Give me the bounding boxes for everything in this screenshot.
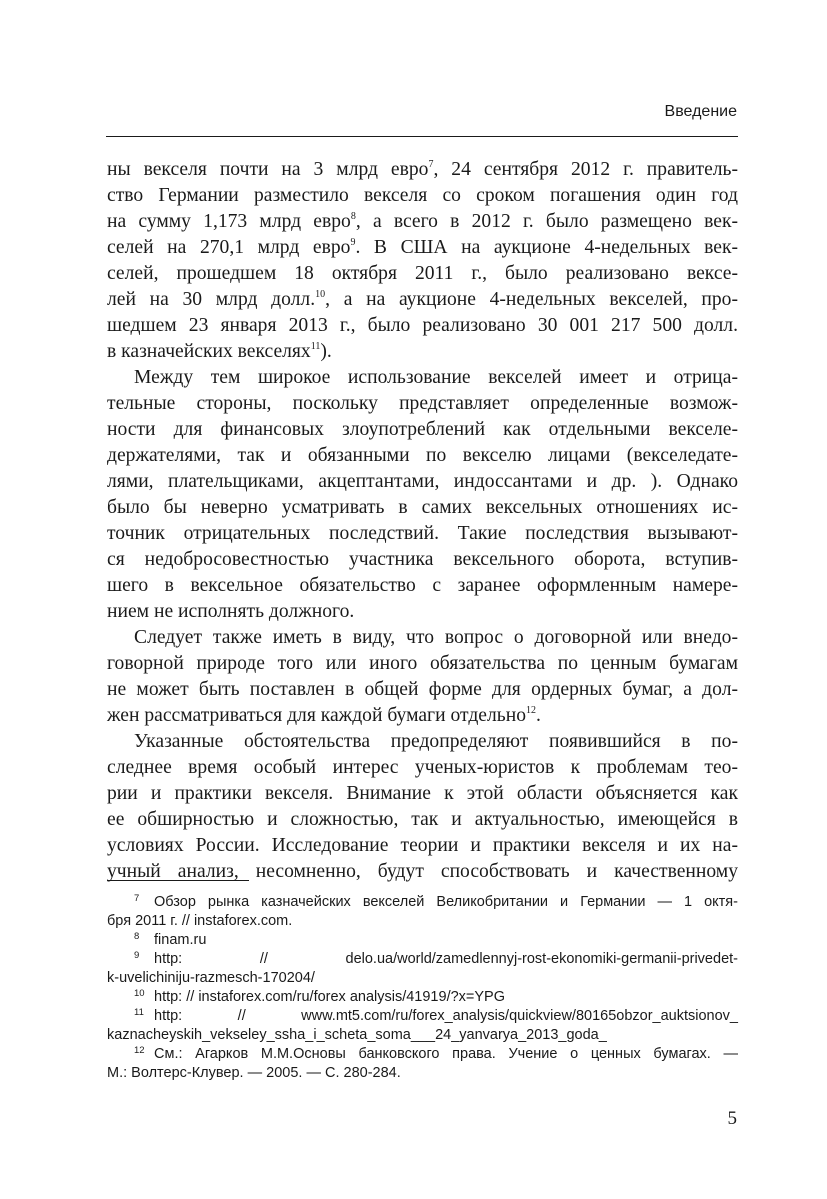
text-line: селей на 270,1 млрд евро$^9$. В США на аукционе 4-недельных век- [107, 237, 738, 258]
text-line: ство Германии разместило векселя со сроком погашения один год [107, 185, 738, 206]
footnote-ref[interactable]: 11 [310, 341, 321, 352]
footnote-link[interactable]: http: // instaforex.com/ru/forex analysis/41919/?x=YPG [154, 989, 505, 1005]
text-line: условиях России. Исследование теории и практики векселя и их на- [107, 835, 738, 856]
footnote-ref[interactable]: 12 [526, 705, 536, 716]
text-line: говорной природе того или иного обязательства по ценным бумагам [107, 653, 738, 674]
text-line: тельные стороны, поскольку представляет определенные возмож- [107, 393, 738, 414]
footnote-line: 12 См.: Агарков М.М.Основы банковского права. Учение о ценных бумагах. — [134, 1045, 738, 1062]
footnote-line: k-uvelichiniju-razmesch-170204/ [107, 970, 315, 986]
footnote-ref[interactable]: 7 [428, 159, 434, 170]
text-line: нием не исполнять должного. [107, 601, 355, 622]
text-line: шедшем 23 января 2013 г., было реализовано 30 001 217 500 долл. [107, 315, 738, 336]
footnote-line: М.: Волтерс-Клувер. — 2005. — С. 280-284. [107, 1065, 401, 1081]
text-line: в казначейских векселях$^{11}$). [107, 341, 332, 362]
text-line: учный анализ, несомненно, будут способствовать и качественному [107, 861, 738, 882]
footnote-line: 11 http: // www.mt5.com/ru/forex_analysis/quickview/80165obzor_auktsionov_ [134, 1007, 738, 1024]
footnote-link[interactable]: http: // delo.ua/world/zamedlennyj-rost-ekonomiki-germanii-privedet- [154, 951, 738, 967]
text-line: не может быть поставлен в общей форме для ордерных бумаг, а дол- [107, 679, 738, 700]
text-line: жен рассматриваться для каждой бумаги отдельно$^{12}$. [107, 705, 541, 726]
text-line: было бы неверно усматривать в самих вексельных отношениях ис- [107, 497, 738, 518]
text-line: Между тем широкое использование векселей имеет и отрица- [134, 367, 738, 388]
footnote-link[interactable]: finam.ru [154, 932, 207, 948]
text-line: рии и практики векселя. Внимание к этой области объясняется как [107, 783, 738, 804]
footnote-ref[interactable]: 8 [350, 211, 356, 222]
footnote-ref[interactable]: 10 [315, 289, 326, 300]
footnote-line: 9 http: // delo.ua/world/zamedlennyj-rost-ekonomiki-germanii-privedet- [134, 950, 738, 967]
text-line: шего в вексельное обязательство с заранее оформленным намере- [107, 575, 738, 596]
text-line: следнее время особый интерес ученых-юристов к проблемам тео- [107, 757, 738, 778]
footnote-line: 10 http: // instaforex.com/ru/forex analysis/41919/?x=YPG [134, 988, 505, 1005]
text-line: ны векселя почти на 3 млрд евро$^7$, 24 сентября 2012 г. правитель- [107, 159, 738, 180]
footnote-line: 7 Обзор рынка казначейских векселей Великобритании и Германии — 1 октя- [134, 893, 738, 910]
text-line: на сумму 1,173 млрд евро$^8$, а всего в 2012 г. было размещено век- [107, 211, 738, 232]
footnote-line: 8 finam.ru [134, 931, 207, 948]
text-line: Указанные обстоятельства предопределяют появившийся в по- [134, 731, 738, 752]
text-line: ности для финансовых злоупотреблений как отдельными векселе- [107, 419, 738, 440]
text-line: точник отрицательных последствий. Такие последствия вызывают- [107, 523, 738, 544]
text-line: ся недобросовестностью участника вексельного оборота, вступив- [107, 549, 738, 570]
text-line: ее обширностью и сложностью, так и актуальностью, имеющейся в [107, 809, 738, 830]
page-number: 5 [727, 1108, 737, 1129]
running-header: Введение [664, 103, 737, 120]
text-line: лей на 30 млрд долл.$^{10}$, а на аукционе 4-недельных векселей, про- [107, 289, 738, 310]
footnote-link[interactable]: http: // www.mt5.com/ru/forex_analysis/quickview/80165obzor_auktsionov_ [154, 1008, 738, 1024]
header-rule [106, 136, 738, 137]
footnote-line: kaznacheyskih_vekseley_ssha_i_scheta_soma___24_yanvarya_2013_goda_ [107, 1027, 607, 1043]
footnote-line: бря 2011 г. // instaforex.com. [107, 913, 293, 929]
text-line: селей, прошедшем 18 октября 2011 г., было реализовано вексе- [107, 263, 738, 284]
footnote-rule [107, 880, 249, 881]
text-line: лями, плательщиками, акцептантами, индоссантами и др. ). Однако [107, 471, 738, 492]
text-line: Следует также иметь в виду, что вопрос о договорной или внедо- [134, 627, 738, 648]
text-line: держателями, так и обязанными по векселю лицами (векселедате- [107, 445, 738, 466]
footnote-ref[interactable]: 9 [350, 237, 356, 248]
